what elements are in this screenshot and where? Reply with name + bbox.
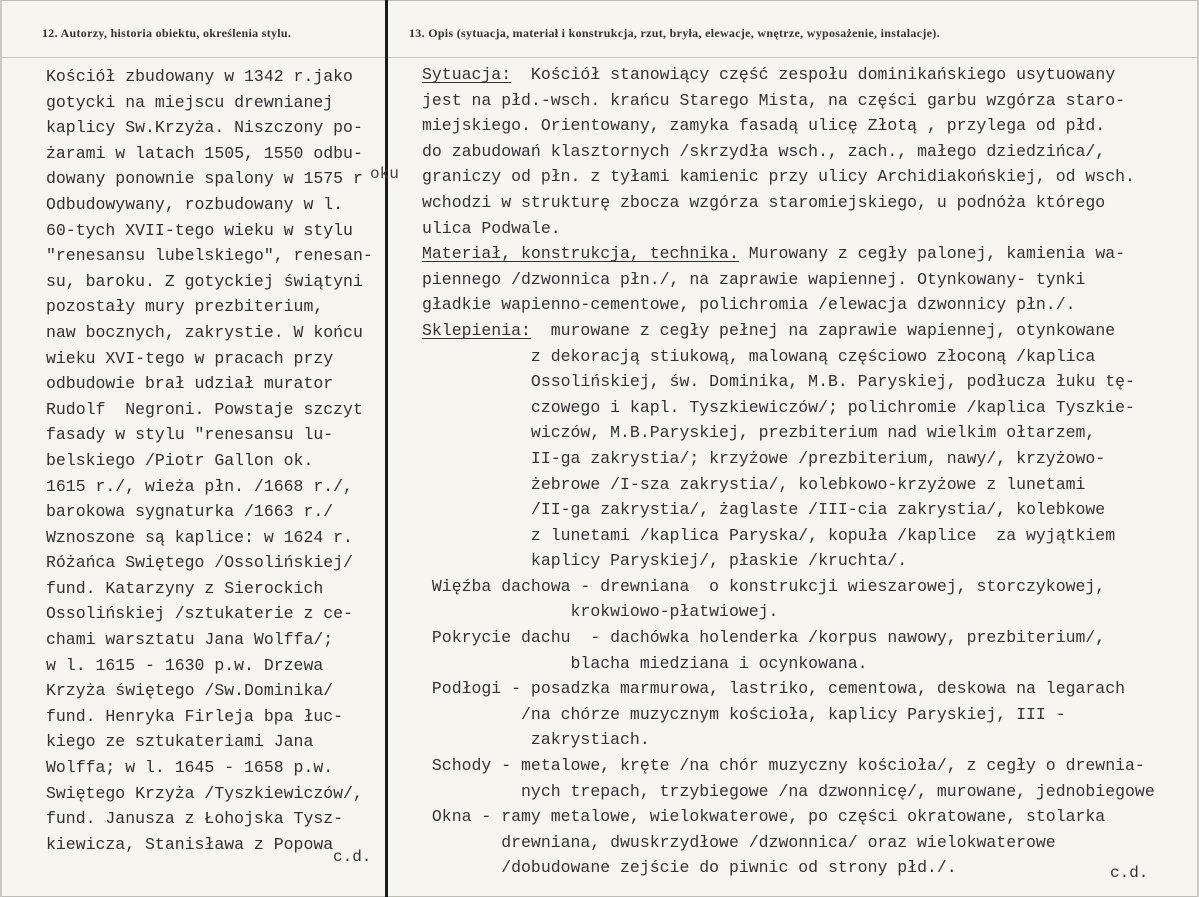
line-text: II-ga zakrystia/; krzyżowe /prezbiterium, nawy/, krzyżowo- — [422, 448, 1106, 468]
description-line — [422, 727, 1192, 753]
description-line — [422, 651, 1192, 677]
history-line: barokowa sygnaturka /1663 r./ — [46, 502, 334, 522]
line-text: Murowany z cegły palonej, kamienia wa- — [738, 244, 1126, 264]
history-line: dowany ponownie spalony w 1575 r — [46, 169, 363, 189]
line-text: /II-ga zakrystia/, żaglaste /III-cia zakrystia/, kolebkowe — [422, 500, 1106, 520]
description-line — [422, 855, 1192, 881]
description-line — [422, 292, 1192, 318]
description-line — [422, 804, 1192, 830]
description-line — [422, 344, 1192, 370]
description-line — [422, 446, 1192, 472]
description-line — [422, 267, 1192, 293]
column-divider — [385, 0, 388, 897]
line-text: do zabudowań klasztornych /skrzydła wsch., zach., małego dziedzińca/, — [422, 141, 1106, 161]
history-line: naw bocznych, zakrystie. W końcu — [46, 322, 363, 342]
history-line: kiego ze sztukateriami Jana — [46, 732, 314, 752]
line-text: Okna - ramy metalowe, wielokwaterowe, po części okratowane, stolarka — [422, 807, 1106, 827]
line-text: graniczy od płn. z tyłami kamienic przy ulicy Archidiakońskiej, od wsch. — [422, 167, 1135, 187]
description-line — [422, 702, 1192, 728]
description-line — [422, 599, 1192, 625]
line-text: nych trepach, trzybiegowe /na dzwonnicę/, murowane, jednobiegowe — [422, 781, 1155, 801]
history-line: kiewicza, Stanisława z Popowa — [46, 834, 334, 854]
line-text: murowane z cegły pełnej na zaprawie wapiennej, otynkowane — [530, 320, 1116, 340]
history-line: gotycki na miejscu drewnianej — [46, 92, 334, 112]
description-line — [422, 753, 1192, 779]
section-12-heading: 12. Autorzy, historia obiektu, określenia stylu. — [42, 26, 292, 40]
history-line: fund. Katarzyny z Sierockich — [46, 578, 324, 598]
history-line: Różańca Swiętego /Ossolińskiej/ — [46, 553, 353, 573]
line-text: miejskiego. Orientowany, zamyka fasadą ulicę Złotą , przylega od płd. — [422, 116, 1106, 136]
section-13-heading: 13. Opis (sytuacja, materiał i konstrukcja, rzut, bryła, elewacje, wnętrze, wyposażenie, instalacje). — [409, 26, 940, 40]
description-line — [422, 830, 1192, 856]
history-line: wieku XVI-tego w pracach przy — [46, 348, 334, 368]
history-line: 60-tych XVII-tego wieku w stylu — [46, 220, 353, 240]
history-line: Kościół zbudowany w 1342 r.jako — [46, 67, 353, 86]
line-text: z lunetami /kaplica Paryska/, kopuła /kaplice za wyjątkiem — [422, 525, 1116, 545]
line-text: Ossolińskiej, św. Dominika, M.B. Paryskiej, podłucza łuku tę- — [422, 372, 1135, 392]
continued-right: c.d. — [1110, 864, 1149, 882]
description-line — [422, 779, 1192, 805]
description-line — [422, 216, 1192, 242]
history-line: żarami w latach 1505, 1550 odbu- — [46, 143, 363, 163]
line-text: piennego /dzwonnica płn./, na zaprawie wapiennej. Otynkowany- tynki — [422, 269, 1086, 289]
history-line: Rudolf Negroni. Powstaje szczyt — [46, 399, 363, 419]
history-line: su, baroku. Z gotyckiej świątyni — [46, 271, 363, 291]
line-text: Schody - metalowe, kręte /na chór muzyczny kościoła/, z cegły o drewnia- — [422, 756, 1145, 776]
description-line — [422, 164, 1192, 190]
description-line — [422, 420, 1192, 446]
line-text: jest na płd.-wsch. krańcu Starego Mista, na części garbu wzgórza staro- — [422, 90, 1126, 110]
description-line — [422, 676, 1192, 702]
frame-top — [0, 0, 1199, 1]
description-text — [422, 62, 1192, 881]
line-text: drewniana, dwuskrzydłowe /dzwonnica/ oraz wielokwaterowe — [422, 832, 1056, 852]
line-text: wiczów, M.B.Paryskiej, prezbiterium nad wielkim ołtarzem, — [422, 423, 1096, 443]
history-line: "renesansu lubelskiego", renesan- — [46, 246, 373, 266]
line-text: /dobudowane zejście do piwnic od strony płd./. — [422, 858, 957, 878]
history-line: belskiego /Piotr Gallon ok. — [46, 450, 314, 470]
history-line: fund. Janusza z Łohojska Tysz- — [46, 809, 344, 829]
description-line — [422, 369, 1192, 395]
description-line — [422, 241, 1192, 267]
history-line: Swiętego Krzyża /Tyszkiewiczów/, — [46, 783, 363, 803]
line-text: czowego i kapl. Tyszkiewiczów/; polichromie /kaplica Tyszkie- — [422, 397, 1135, 417]
history-text — [46, 64, 381, 857]
description-line — [422, 523, 1192, 549]
description-line — [422, 139, 1192, 165]
section-label: Sklepienia: — [422, 320, 531, 340]
line-text: Więźba dachowa - drewniana o konstrukcji wieszarowej, storczykowej, — [422, 576, 1106, 596]
history-line: w l. 1615 - 1630 p.w. Drzewa — [46, 655, 324, 675]
history-line: fund. Henryka Firleja bpa łuc- — [46, 706, 344, 726]
history-line: Odbudowywany, rozbudowany w l. — [46, 194, 344, 214]
line-text: kaplicy Paryskiej/, płaskie /kruchta/. — [422, 551, 908, 571]
history-line: Ossolińskiej /sztukaterie z ce- — [46, 604, 353, 624]
description-line — [422, 574, 1192, 600]
history-line: pozostały mury prezbiterium, — [46, 297, 324, 317]
description-line — [422, 318, 1192, 344]
history-line: chami warsztatu Jana Wolffa/; — [46, 630, 334, 650]
line-text: Pokrycie dachu - dachówka holenderka /korpus nawowy, prezbiterium/, — [422, 628, 1106, 648]
history-line: fasady w stylu "renesansu lu- — [46, 425, 334, 445]
history-line: Wolffa; w l. 1645 - 1658 p.w. — [46, 758, 334, 778]
frame-left — [0, 0, 2, 897]
line-text: /na chórze muzycznym kościoła, kaplicy Paryskiej, III - — [422, 704, 1066, 724]
description-line — [422, 548, 1192, 574]
history-line: kaplicy Sw.Krzyża. Niszczony po- — [46, 118, 363, 138]
history-line: Wznoszone są kaplice: w 1624 r. — [46, 527, 353, 547]
line-text: krokwiowo-płatwiowej. — [422, 602, 779, 622]
description-line — [422, 113, 1192, 139]
line-text: Kościół stanowiący część zespołu dominikańskiego usytuowany — [511, 65, 1116, 84]
line-text: zakrystiach. — [422, 730, 650, 750]
history-line: 1615 r./, wieża płn. /1668 r./, — [46, 476, 353, 496]
description-line — [422, 625, 1192, 651]
history-line: odbudowie brał udział murator — [46, 374, 334, 394]
section-label: Materiał, konstrukcja, technika. — [422, 244, 739, 264]
line-text: ulica Podwale. — [422, 218, 561, 238]
description-line — [422, 395, 1192, 421]
description-line — [422, 472, 1192, 498]
description-line — [422, 190, 1192, 216]
section-label: Sytuacja: — [422, 65, 512, 84]
header-rule — [0, 57, 1199, 58]
stray-text: oku — [370, 165, 399, 183]
line-text: wchodzi w strukturę zbocza wzgórza staromiejskiego, u podnóża którego — [422, 192, 1106, 212]
line-text: blacha miedziana i ocynkowana. — [422, 653, 868, 673]
history-line: Krzyża świętego /Sw.Dominika/ — [46, 681, 334, 701]
line-text: żebrowe /I-sza zakrystia/, kolebkowo-krzyżowe z lunetami — [422, 474, 1086, 494]
continued-left: c.d. — [333, 848, 372, 866]
line-text: gładkie wapienno-cementowe, polichromia /elewacja dzwonnicy płn./. — [422, 295, 1076, 315]
description-line — [422, 497, 1192, 523]
line-text: z dekoracją stiukową, malowaną częściowo złoconą /kaplica — [422, 346, 1096, 366]
line-text: Podłogi - posadzka marmurowa, lastriko, cementowa, deskowa na legarach — [422, 679, 1126, 699]
description-line — [422, 62, 1192, 88]
description-line — [422, 88, 1192, 114]
